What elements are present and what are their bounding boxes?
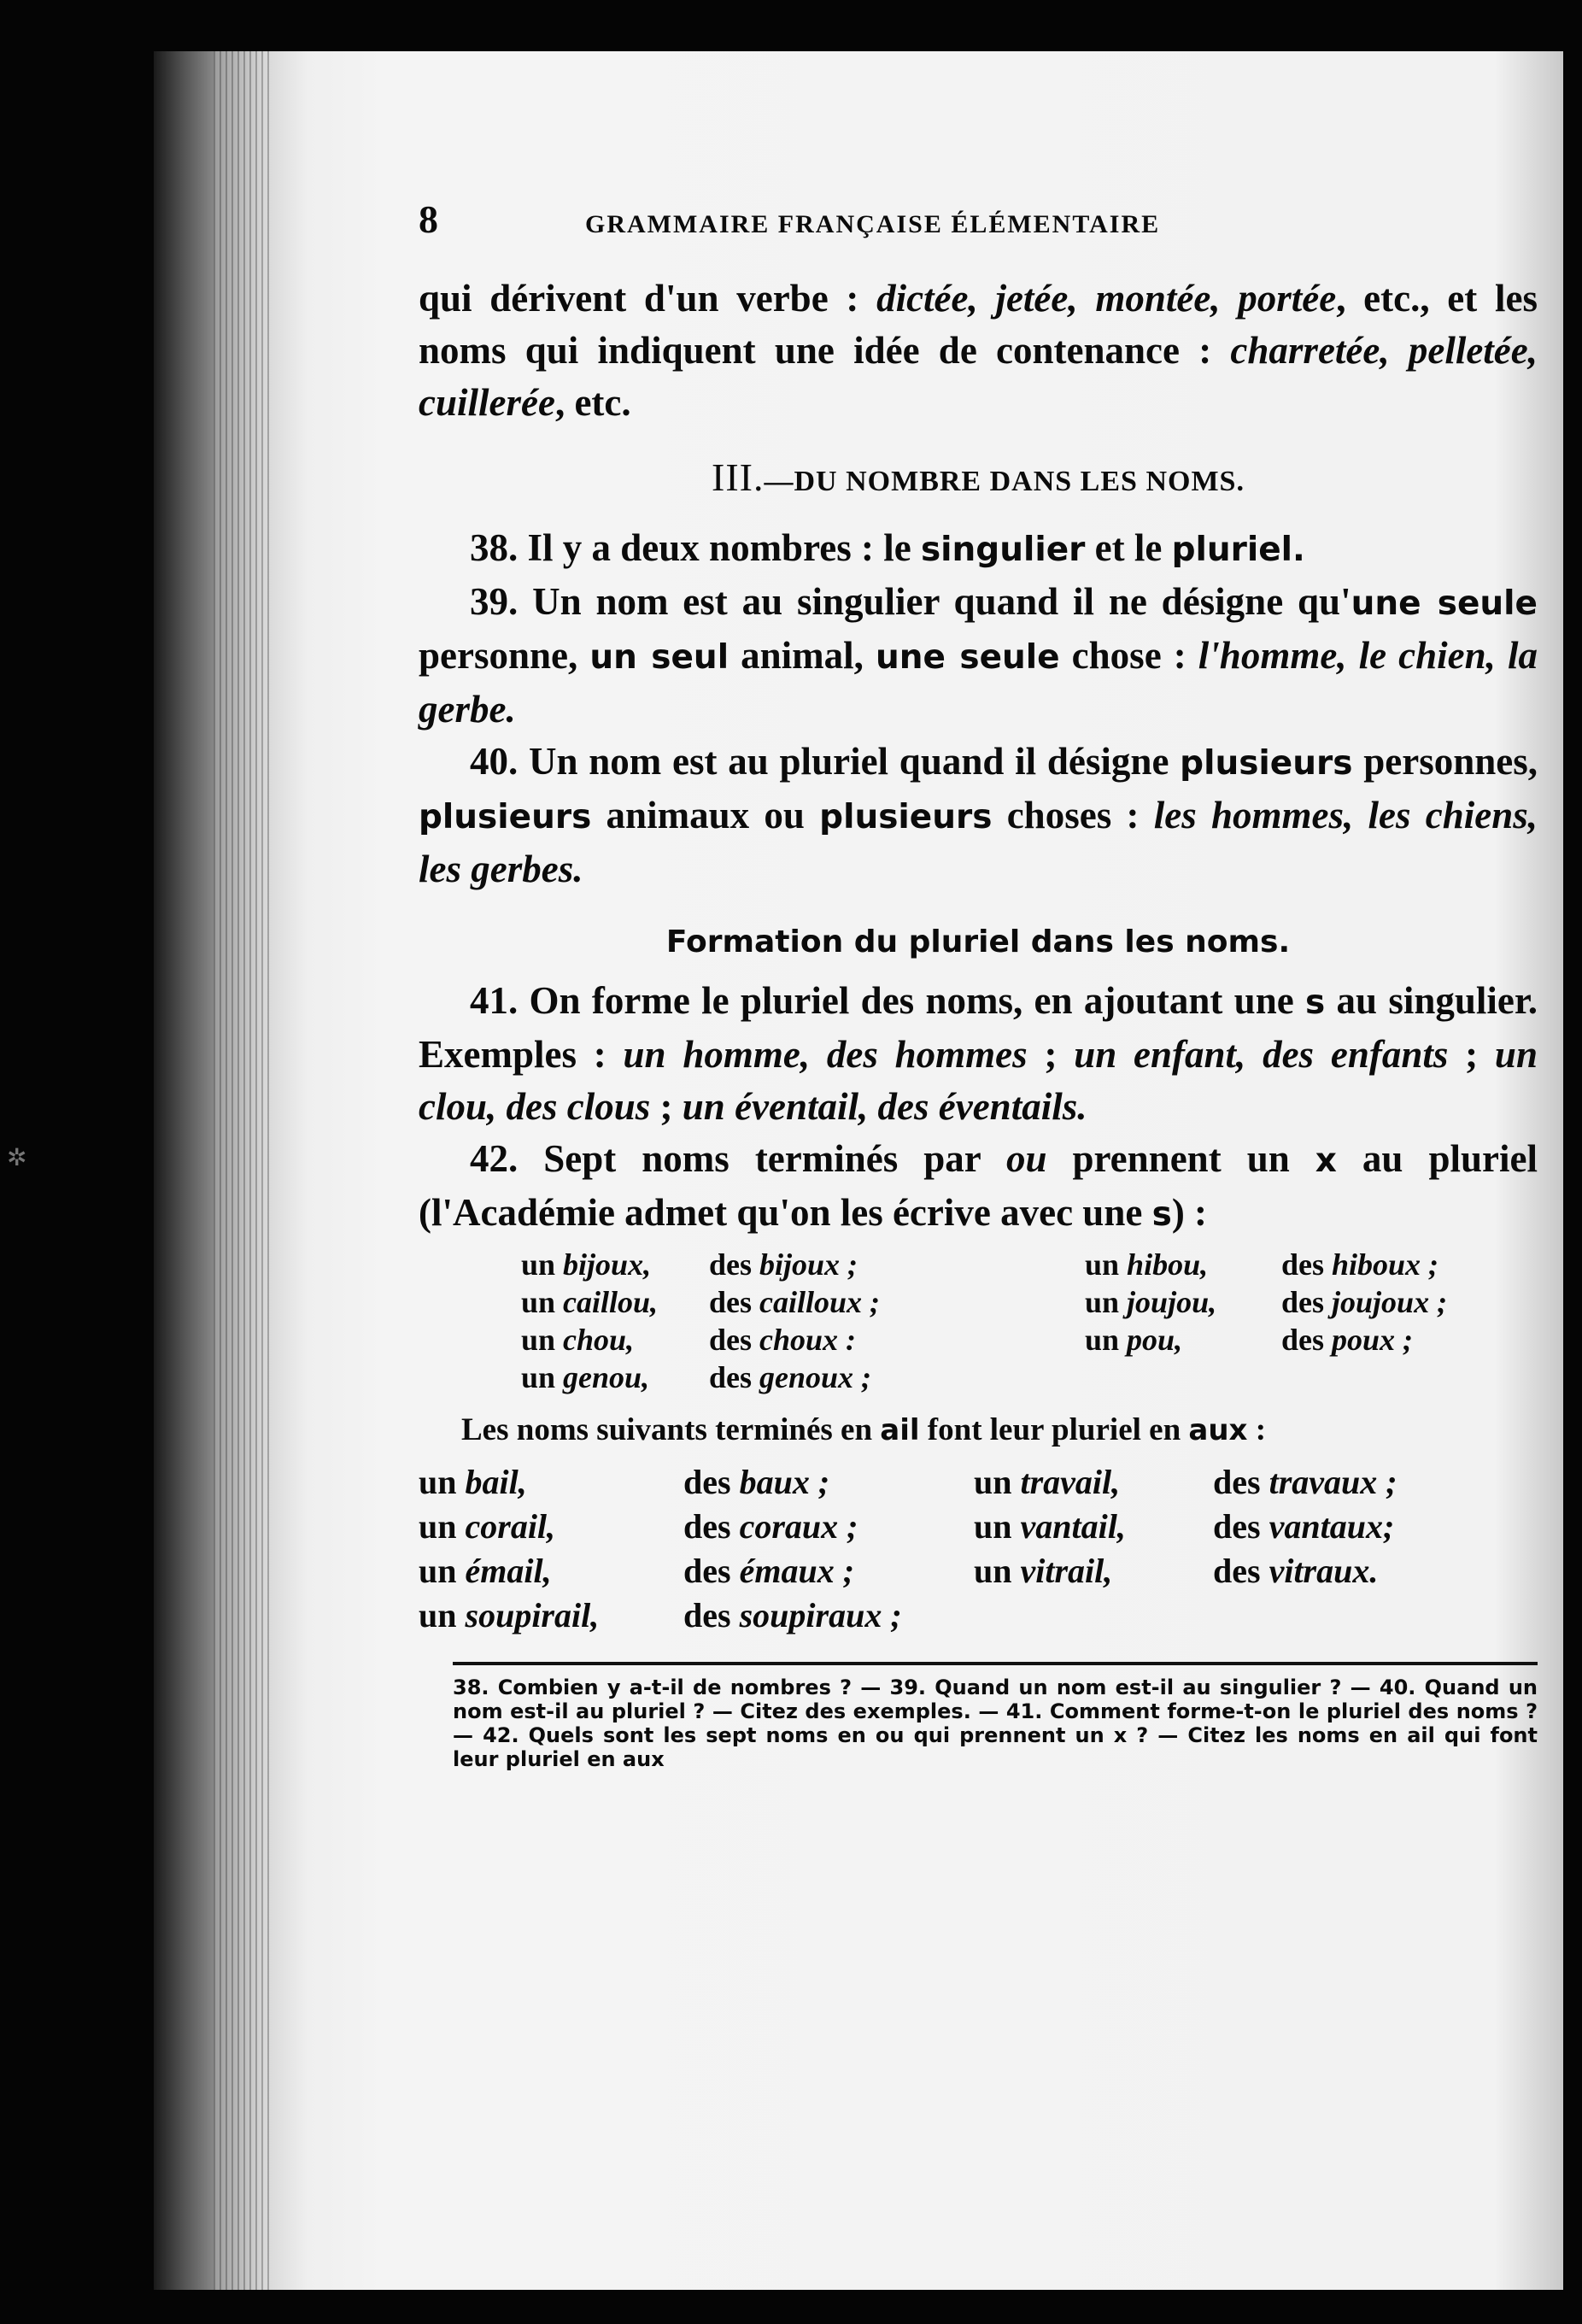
review-questions: 38. Combien y a-t-il de nombres ? — 39. Quand un nom est-il au singulier ? — 40. Quand un nom est-il au pluriel ? — Citez des exemples. — 41. Comment forme-t-on le pluriel des noms ? — 42. Quels sont les sept noms en ou qui prennent un x ? — Citez les noms en ail qui font leur pluriel en aux (453, 1676, 1538, 1771)
p41-sep: ; (1027, 1033, 1075, 1076)
p41-sep: ; (1448, 1033, 1495, 1076)
paragraph-40 (419, 736, 1538, 895)
subheading: Formation du pluriel dans les noms. (665, 924, 1291, 960)
scan-artifact-icon: ✲ (7, 1145, 27, 1171)
page-sheet (214, 51, 1563, 2290)
p40-examples: les hommes, les chiens, les gerbes. (419, 794, 1538, 890)
intro-text: , etc., et les noms qui indiquent une idée de contenance : (419, 277, 1538, 372)
intro-examples: dictée, jetée, montée, portée (876, 277, 1337, 320)
p42-text: 42. Sept noms terminés par (470, 1137, 1006, 1180)
table-row: un chou, des choux : (521, 1323, 857, 1357)
p41-text: au singulier. Exemples : (419, 979, 1538, 1076)
p42-term: s (1151, 1195, 1172, 1234)
p41-example: un homme, des hommes (623, 1033, 1028, 1076)
p42-ending: ou (1005, 1137, 1047, 1180)
intro-examples: charretée, pelletée, cuillerée (419, 329, 1538, 424)
section-title: —DU NOMBRE DANS LES NOMS. (764, 466, 1245, 497)
p42-term: x (1315, 1141, 1337, 1180)
ou-col-left (521, 1246, 1085, 1396)
p39-term: une seule (1351, 584, 1538, 623)
section-number: III. (712, 455, 765, 499)
paragraph-42 (419, 1133, 1538, 1241)
p40-text: 40. Un nom est au pluriel quand il désigne (470, 740, 1181, 783)
p39-examples: l'homme, le chien, la gerbe. (419, 634, 1538, 731)
ail-caption: Les noms suivants terminés en ail font leur pluriel en aux : (461, 1412, 1267, 1447)
p41-example: un clou, des clous (419, 1033, 1538, 1128)
p40-text: personnes, (1352, 740, 1538, 783)
p40-text: animaux ou (591, 794, 820, 836)
p41-example: un enfant, des enfants (1074, 1033, 1449, 1076)
p42-text: au pluriel (l'Académie admet qu'on les écrive avec une (419, 1137, 1538, 1234)
running-head (419, 197, 1538, 242)
p39-term: une seule (875, 638, 1060, 677)
p41-text: 41. On forme le pluriel des noms, en ajoutant une (470, 979, 1305, 1022)
intro-paragraph (419, 273, 1538, 429)
ou-plural-table (521, 1246, 1538, 1396)
p39-text: personne, (419, 634, 590, 677)
table-row: un pou, des poux ; (1085, 1323, 1414, 1357)
p38-term: pluriel. (1171, 531, 1305, 569)
p38-text: 38. Il y a deux nombres : le (470, 526, 921, 569)
ail-plural-table: un bail, des baux ; un travail, des travaux ; un corail, des coraux ; un vantail, des vantaux; un émail, des émaux ; un vitrail, des vitraux. un soupirail, des soupiraux ; (419, 1463, 1397, 1634)
paragraph-39 (419, 576, 1538, 736)
paragraph-38 (419, 522, 1538, 576)
page-edges (214, 51, 273, 2290)
p41-sep: ; (650, 1085, 683, 1128)
p39-term: un seul (589, 638, 729, 677)
running-title: GRAMMAIRE FRANÇAISE ÉLÉMENTAIRE (585, 210, 1161, 238)
p40-term: plusieurs (419, 798, 592, 836)
p38-text: et le (1085, 526, 1172, 569)
table-row: un bijoux, des bijoux ; (521, 1247, 858, 1282)
p39-text: 39. Un nom est au singulier quand il ne désigne qu' (470, 580, 1351, 623)
table-row: un genou, des genoux ; (521, 1360, 872, 1394)
ou-col-right (1085, 1246, 1563, 1396)
p38-term: singulier (920, 531, 1086, 569)
p39-text: animal, (729, 634, 876, 677)
paragraph-41 (419, 975, 1538, 1133)
p42-text: prennent un (1046, 1137, 1315, 1180)
p39-text: chose : (1059, 634, 1198, 677)
footnote-divider (453, 1662, 1538, 1665)
p41-example: un éventail, des éventails. (682, 1085, 1087, 1128)
page-content (419, 197, 1538, 1771)
intro-text: , etc. (554, 381, 631, 424)
table-row: un hibou, des hiboux ; (1085, 1247, 1439, 1282)
page-number: 8 (419, 197, 440, 241)
p40-text: choses : (992, 794, 1154, 836)
p42-text: ) : (1171, 1191, 1208, 1234)
table-row: un caillou, des cailloux ; (521, 1285, 881, 1319)
p40-term: plusieurs (1180, 744, 1353, 783)
section-heading (419, 455, 1538, 500)
intro-text: qui dérivent d'un verbe : (419, 277, 877, 320)
p41-term: s (1305, 983, 1326, 1022)
table-row: un joujou, des joujoux ; (1085, 1285, 1448, 1319)
p40-term: plusieurs (819, 798, 993, 836)
